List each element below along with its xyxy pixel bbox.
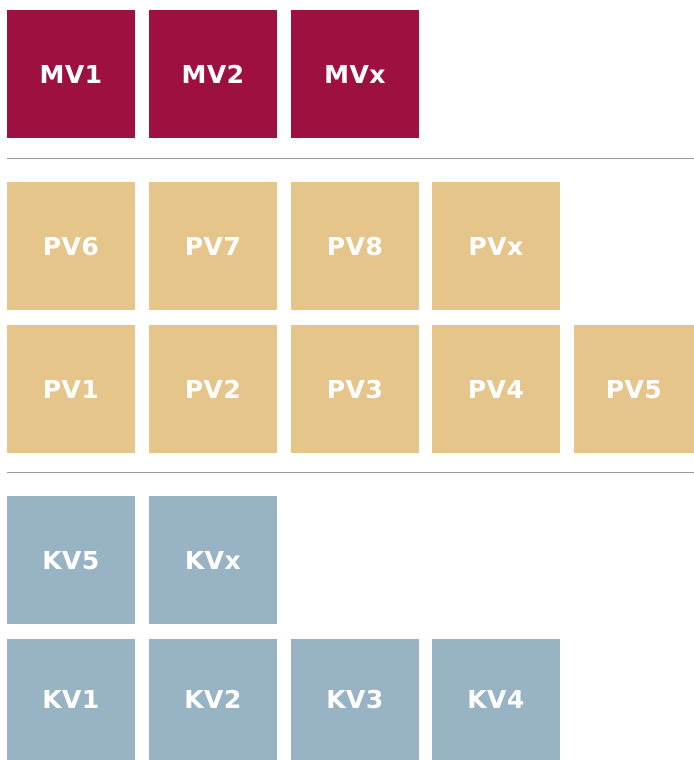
tile-pv5: PV5 <box>574 325 694 453</box>
divider-pv-kv <box>7 472 694 473</box>
tile-pv3: PV3 <box>291 325 419 453</box>
tile-kv1: KV1 <box>7 639 135 760</box>
tile-pv8: PV8 <box>291 182 419 310</box>
tile-mv1: MV1 <box>7 10 135 138</box>
tile-kv2: KV2 <box>149 639 277 760</box>
divider-mv-pv <box>7 158 694 159</box>
tile-kv4: KV4 <box>432 639 560 760</box>
tile-mvx: MVx <box>291 10 419 138</box>
tile-pv1: PV1 <box>7 325 135 453</box>
tile-pv2: PV2 <box>149 325 277 453</box>
tile-pvx: PVx <box>432 182 560 310</box>
tile-pv4: PV4 <box>432 325 560 453</box>
tile-kv3: KV3 <box>291 639 419 760</box>
tile-kvx: KVx <box>149 496 277 624</box>
tile-pv6: PV6 <box>7 182 135 310</box>
tile-pv7: PV7 <box>149 182 277 310</box>
tile-kv5: KV5 <box>7 496 135 624</box>
tile-mv2: MV2 <box>149 10 277 138</box>
